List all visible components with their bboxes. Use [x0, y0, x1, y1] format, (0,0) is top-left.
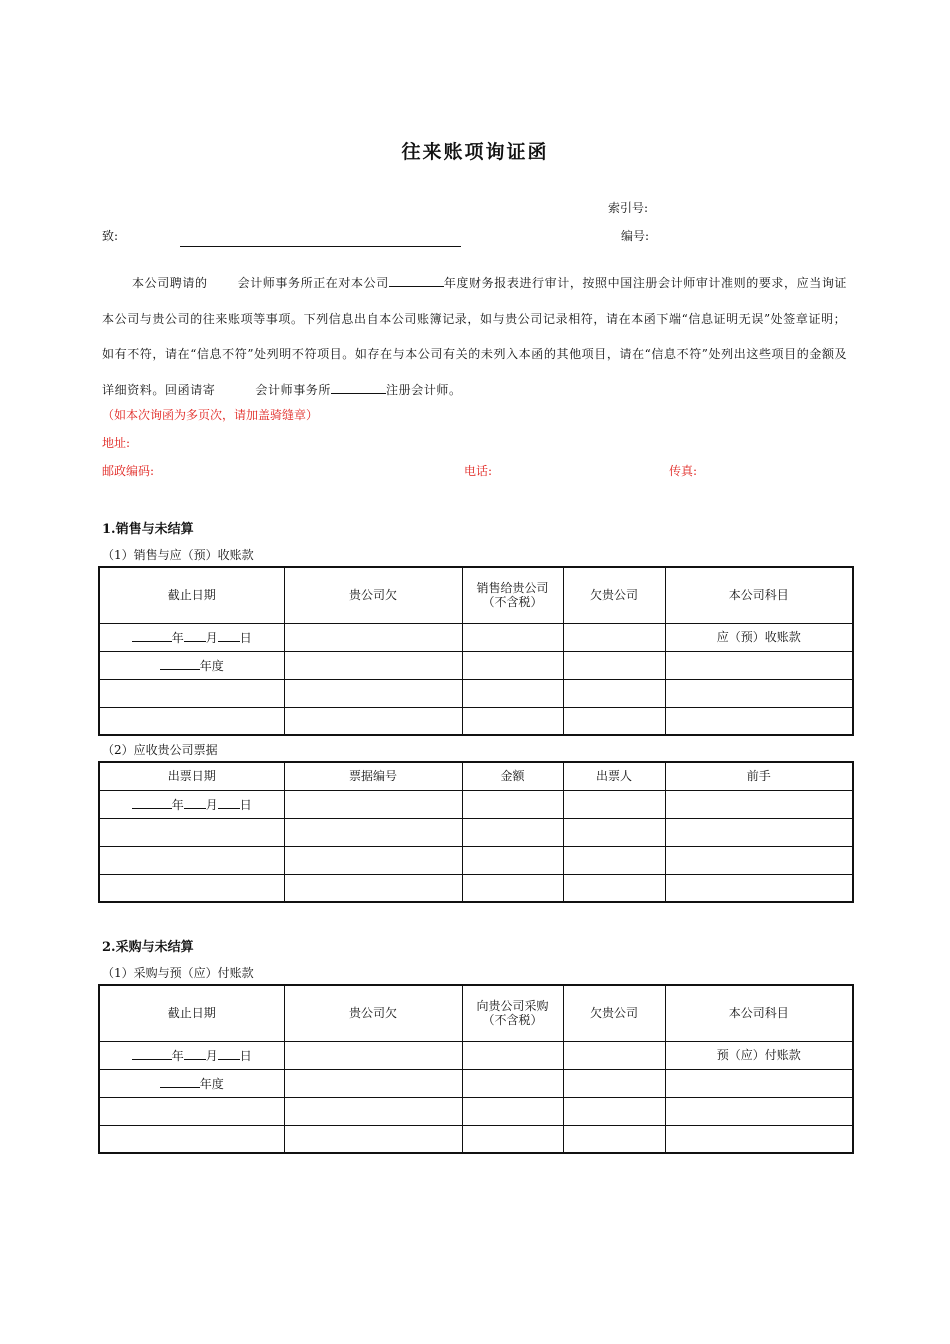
table-cell[interactable] — [99, 707, 284, 735]
table-cell[interactable] — [563, 790, 665, 818]
col-header-amount: 金额 — [462, 762, 563, 790]
audit-year-blank — [389, 275, 444, 287]
table-cell[interactable] — [563, 651, 665, 679]
col-header-sales: 销售给贵公司（不含税） — [462, 567, 563, 623]
table-cell[interactable] — [284, 1041, 462, 1069]
letter-body: 本公司聘请的 会计师事务所正在对本公司 年度财务报表进行审计，按照中国注册会计师审计准则的要求，应当询证本公司与贵公司的往来账项等事项。下列信息出自本公司账簿记录，如与贵公司记录相符，请在本函下端“信息证明无误”处签章证明；如有不符，请在“信息不符”处列明不符项目。如存在与本公司有关的未列入本函的其他项目，请在“信息不符”处列出这些项目的金额及详细资料。回函请寄 会计师事务所 注册会计师。 — [102, 276, 848, 397]
table-cell[interactable] — [284, 846, 462, 874]
account-cell: 预（应）付账款 — [665, 1041, 853, 1069]
table-cell[interactable] — [284, 874, 462, 902]
table-cell[interactable] — [563, 1125, 665, 1153]
table-cell[interactable] — [284, 1097, 462, 1125]
table-cell[interactable] — [462, 846, 563, 874]
col-header-owe: 欠贵公司 — [563, 985, 665, 1041]
year-cell[interactable]: 年度 — [99, 651, 284, 679]
table-cell[interactable] — [563, 846, 665, 874]
col-header-account: 本公司科目 — [665, 985, 853, 1041]
table-cell[interactable] — [665, 1097, 853, 1125]
section2-heading: 2.采购与未结算 — [102, 940, 194, 955]
col-header-purchase: 向贵公司采购（不含税） — [462, 985, 563, 1041]
date-cell[interactable]: 年 月 日 — [99, 1041, 284, 1069]
table-cell[interactable] — [99, 874, 284, 902]
year-cell[interactable]: 年度 — [99, 1069, 284, 1097]
col-header-drawer: 出票人 — [563, 762, 665, 790]
col-header-account: 本公司科目 — [665, 567, 853, 623]
table-cell[interactable] — [99, 818, 284, 846]
recipient-label: 致: — [102, 229, 119, 243]
table-cell[interactable] — [284, 707, 462, 735]
table-cell[interactable] — [284, 818, 462, 846]
table-cell[interactable] — [563, 1069, 665, 1097]
table-cell[interactable] — [462, 1125, 563, 1153]
table-cell[interactable] — [665, 874, 853, 902]
table-cell[interactable] — [665, 679, 853, 707]
table-cell[interactable] — [665, 707, 853, 735]
table-cell[interactable] — [99, 1125, 284, 1153]
address-label: 地址: — [102, 436, 131, 450]
table-cell[interactable] — [284, 623, 462, 651]
table-cell[interactable] — [284, 1069, 462, 1097]
section1-sub1: （1）销售与应（预）收账款 — [102, 548, 254, 562]
table-cell[interactable] — [462, 874, 563, 902]
table-cell[interactable] — [462, 679, 563, 707]
phone-label: 电话: — [464, 464, 493, 478]
table-cell[interactable] — [99, 679, 284, 707]
table-cell[interactable] — [284, 679, 462, 707]
section1-sub2: （2）应收贵公司票据 — [102, 743, 218, 757]
table-cell[interactable] — [462, 1069, 563, 1097]
col-header-note-no: 票据编号 — [284, 762, 462, 790]
table-cell[interactable] — [665, 818, 853, 846]
table-cell[interactable] — [665, 1069, 853, 1097]
date-cell[interactable]: 年 月 日 — [99, 623, 284, 651]
section1-heading: 1.销售与未结算 — [102, 522, 194, 537]
account-cell: 应（预）收账款 — [665, 623, 853, 651]
table-cell[interactable] — [462, 623, 563, 651]
serial-number-label: 编号: — [621, 229, 650, 243]
col-header-date: 截止日期 — [99, 567, 284, 623]
col-header-prior-holder: 前手 — [665, 762, 853, 790]
table-cell[interactable] — [563, 679, 665, 707]
section2-sub1: （1）采购与预（应）付账款 — [102, 966, 254, 980]
table-cell[interactable] — [99, 1097, 284, 1125]
col-header-owed: 贵公司欠 — [284, 567, 462, 623]
col-header-issue-date: 出票日期 — [99, 762, 284, 790]
seal-note: （如本次询函为多页次，请加盖骑缝章） — [102, 408, 319, 422]
table-cell[interactable] — [462, 1097, 563, 1125]
table-cell[interactable] — [665, 1125, 853, 1153]
notes-receivable-table — [98, 761, 854, 903]
purchase-payable-table — [98, 984, 854, 1154]
table-cell[interactable] — [563, 623, 665, 651]
table-cell[interactable] — [462, 790, 563, 818]
table-cell[interactable] — [563, 818, 665, 846]
col-header-date: 截止日期 — [99, 985, 284, 1041]
recipient-line[interactable] — [180, 245, 461, 247]
postcode-label: 邮政编码: — [102, 464, 155, 478]
table-cell[interactable] — [563, 707, 665, 735]
table-cell[interactable] — [563, 1041, 665, 1069]
table-cell[interactable] — [665, 846, 853, 874]
table-cell[interactable] — [563, 1097, 665, 1125]
sales-receivable-table — [98, 566, 854, 736]
col-header-owe: 欠贵公司 — [563, 567, 665, 623]
col-header-owed: 贵公司欠 — [284, 985, 462, 1041]
table-cell[interactable] — [665, 651, 853, 679]
table-cell[interactable] — [665, 790, 853, 818]
date-cell[interactable]: 年 月 日 — [99, 790, 284, 818]
table-cell[interactable] — [563, 874, 665, 902]
index-number-label: 索引号: — [608, 201, 649, 215]
table-cell[interactable] — [462, 707, 563, 735]
table-cell[interactable] — [284, 790, 462, 818]
table-cell[interactable] — [462, 818, 563, 846]
fax-label: 传真: — [669, 464, 698, 478]
table-cell[interactable] — [99, 846, 284, 874]
table-cell[interactable] — [462, 1041, 563, 1069]
table-cell[interactable] — [284, 1125, 462, 1153]
table-cell[interactable] — [462, 651, 563, 679]
page-title: 往来账项询证函 — [401, 141, 549, 163]
cpa-name-blank — [331, 382, 386, 394]
table-cell[interactable] — [284, 651, 462, 679]
